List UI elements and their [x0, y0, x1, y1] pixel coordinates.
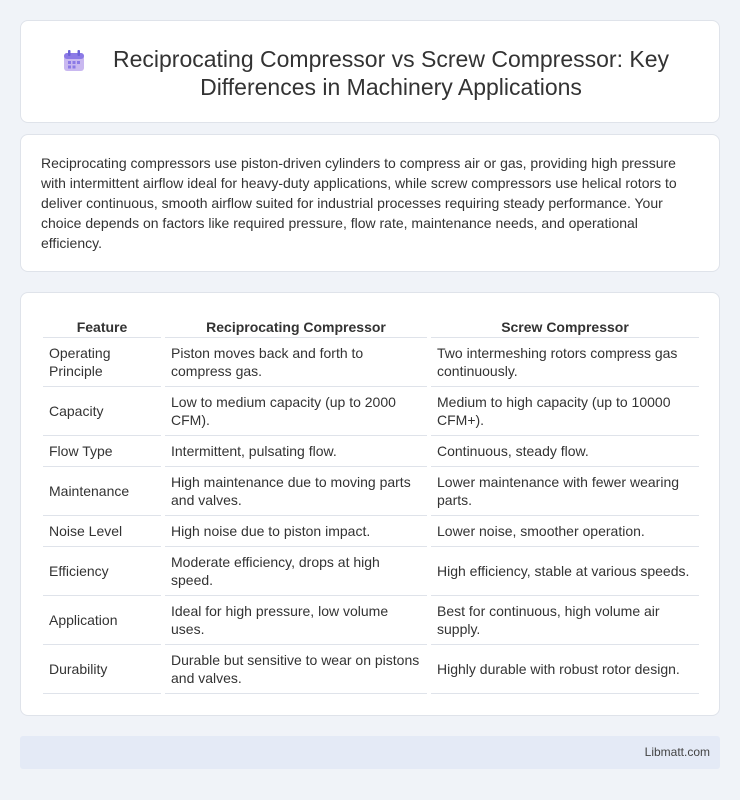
reciprocating-cell: Intermittent, pulsating flow. — [163, 435, 429, 466]
table-row — [43, 466, 699, 515]
reciprocating-cell: High noise due to piston impact. — [163, 515, 429, 546]
feature-cell: Noise Level — [43, 515, 163, 546]
reciprocating-cell: Durable but sensitive to wear on pistons and valves. — [163, 644, 429, 693]
screw-cell: Lower maintenance with fewer wearing parts. — [429, 466, 699, 515]
table-row — [43, 546, 699, 595]
table-header-row — [43, 317, 699, 337]
feature-cell: Efficiency — [43, 546, 163, 595]
intro-card — [20, 134, 720, 272]
feature-cell: Operating Principle — [43, 337, 163, 386]
screw-cell: Medium to high capacity (up to 10000 CFM+). — [429, 386, 699, 435]
table-row — [43, 386, 699, 435]
table-row — [43, 595, 699, 644]
screw-cell: Highly durable with robust rotor design. — [429, 644, 699, 693]
footer-brand: Libmatt.com — [644, 745, 710, 759]
intro-paragraph: Reciprocating compressors use piston-driven cylinders to compress air or gas, providing high pressure with intermittent airflow ideal for heavy-duty applications, while screw compressors use helical rotors to deliver continuous, smooth airflow suited for industrial processes requiring steady performance. Your choice depends on factors like required pressure, flow rate, maintenance needs, and operational efficiency. — [41, 155, 677, 251]
table-row — [43, 435, 699, 466]
screw-cell: High efficiency, stable at various speeds. — [429, 546, 699, 595]
screw-cell: Continuous, steady flow. — [429, 435, 699, 466]
comparison-table — [43, 317, 699, 694]
column-header-feature: Feature — [43, 317, 163, 337]
table-row — [43, 515, 699, 546]
column-header-reciprocating: Reciprocating Compressor — [163, 317, 429, 337]
reciprocating-cell: Piston moves back and forth to compress gas. — [163, 337, 429, 386]
screw-cell: Two intermeshing rotors compress gas continuously. — [429, 337, 699, 386]
table-row — [43, 644, 699, 693]
feature-cell: Capacity — [43, 386, 163, 435]
screw-cell: Best for continuous, high volume air supply. — [429, 595, 699, 644]
comparison-card — [20, 292, 720, 716]
feature-cell: Durability — [43, 644, 163, 693]
table-row — [43, 337, 699, 386]
screw-cell: Lower noise, smoother operation. — [429, 515, 699, 546]
feature-cell: Flow Type — [43, 435, 163, 466]
reciprocating-cell: Ideal for high pressure, low volume uses. — [163, 595, 429, 644]
reciprocating-cell: High maintenance due to moving parts and valves. — [163, 466, 429, 515]
page-title: Reciprocating Compressor vs Screw Compressor: Key Differences in Machinery Applications — [112, 46, 669, 100]
feature-cell: Maintenance — [43, 466, 163, 515]
footer — [20, 736, 720, 769]
calendar-icon — [61, 48, 87, 74]
title-card — [20, 20, 720, 123]
column-header-screw: Screw Compressor — [429, 317, 699, 337]
reciprocating-cell: Moderate efficiency, drops at high speed. — [163, 546, 429, 595]
feature-cell: Application — [43, 595, 163, 644]
reciprocating-cell: Low to medium capacity (up to 2000 CFM). — [163, 386, 429, 435]
